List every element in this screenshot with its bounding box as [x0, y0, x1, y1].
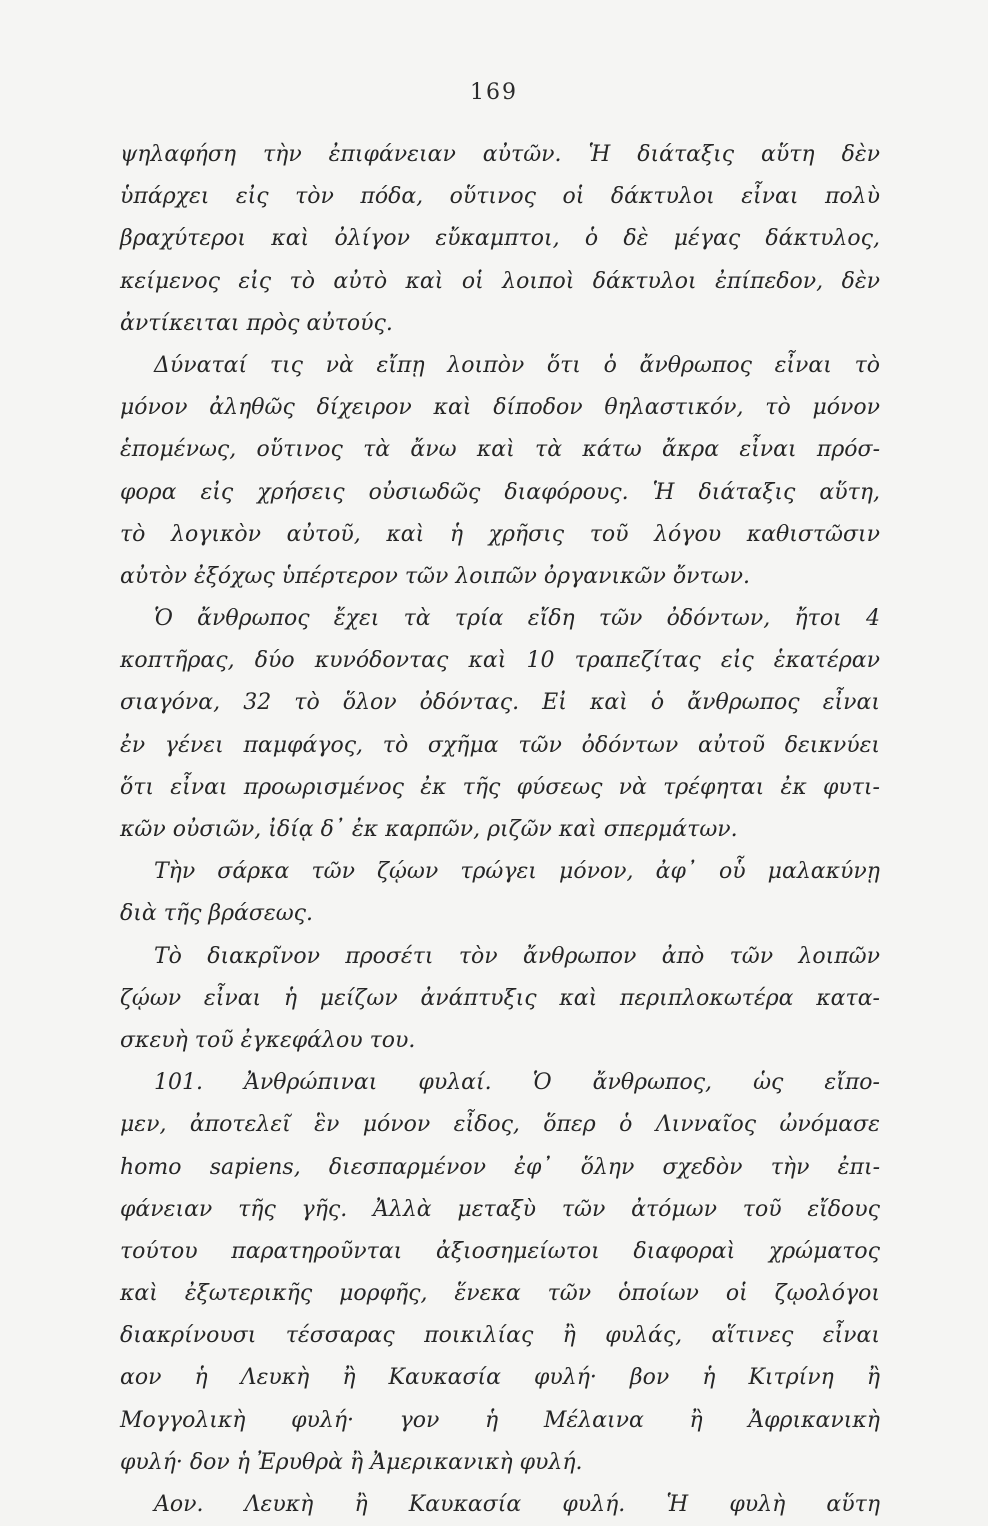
text-line: ζῴων εἶναι ἡ μείζων ἀνάπτυξις καὶ περιπλοκωτέρα κατα-	[120, 985, 880, 1011]
text-line: ἐν γένει παμφάγος, τὸ σχῆμα τῶν ὀδόντων αὐτοῦ δεικνύει	[120, 732, 880, 758]
text-line: φυλή· δον ἡ Ἐρυθρὰ ἢ Ἀμερικανικὴ φυλή.	[120, 1449, 583, 1475]
text-line: τούτου παρατηροῦνται ἀξιοσημείωτοι διαφοραὶ χρώματος	[120, 1238, 880, 1264]
text-line: βραχύτεροι καὶ ὀλίγον εὔκαμπτοι, ὁ δὲ μέγας δάκτυλος,	[120, 226, 880, 252]
text-line: φορα εἰς χρήσεις οὐσιωδῶς διαφόρους. Ἡ διάταξις αὕτη,	[120, 479, 880, 505]
text-line: κῶν οὐσιῶν, ἰδίᾳ δ᾽ ἐκ καρπῶν, ριζῶν καὶ σπερμάτων.	[120, 817, 738, 842]
page-number: 169	[470, 80, 518, 105]
text-line: μεν, ἀποτελεῖ ἓν μόνον εἶδος, ὅπερ ὁ Λινναῖος ὠνόμασε	[120, 1112, 880, 1138]
body-text	[120, 134, 880, 1526]
section-heading-line: 101. Ἀνθρώπιναι φυλαί. Ὁ ἄνθρωπος, ὡς εἴπο-	[154, 1070, 880, 1096]
text-line: διὰ τῆς βράσεως.	[120, 901, 313, 927]
text-line: σκευὴ τοῦ ἐγκεφάλου του.	[120, 1027, 416, 1053]
text-line: αον ἡ Λευκὴ ἢ Καυκασία φυλή· βον ἡ Κιτρίνη ἢ	[120, 1365, 880, 1391]
text-line: Δύναταί τις νὰ εἴπῃ λοιπὸν ὅτι ὁ ἄνθρωπος εἶναι τὸ	[154, 352, 880, 378]
text-line: σιαγόνα, 32 τὸ ὅλον ὀδόντας. Εἰ καὶ ὁ ἄνθρωπος εἶναι	[120, 690, 880, 716]
text-line: κοπτῆρας, δύο κυνόδοντας καὶ 10 τραπεζίτας εἰς ἑκατέραν	[120, 648, 880, 674]
text-line: ψηλαφήση τὴν ἐπιφάνειαν αὐτῶν. Ἡ διάταξις αὕτη δὲν	[120, 142, 880, 167]
text-line: διακρίνουσι τέσσαρας ποικιλίας ἢ φυλάς, αἵτινες εἶναι	[120, 1323, 880, 1349]
text-line: Αον. Λευκὴ ἢ Καυκασία φυλή. Ἡ φυλὴ αὕτη	[154, 1492, 880, 1517]
text-line: καὶ ἐξωτερικῆς μορφῆς, ἕνεκα τῶν ὁποίων οἱ ζῳολόγοι	[120, 1281, 880, 1307]
text-line: Ὁ ἄνθρωπος ἔχει τὰ τρία εἴδη τῶν ὀδόντων, ἤτοι 4	[154, 606, 880, 632]
text-line: τὸ λογικὸν αὐτοῦ, καὶ ἡ χρῆσις τοῦ λόγου καθιστῶσιν	[120, 521, 880, 547]
text-line: ἀντίκειται πρὸς αὐτούς.	[120, 310, 393, 336]
text-line: κείμενος εἰς τὸ αὐτὸ καὶ οἱ λοιποὶ δάκτυλοι ἐπίπεδον, δὲν	[120, 268, 880, 294]
text-line: μόνον ἀληθῶς δίχειρον καὶ δίποδον θηλαστικόν, τὸ μόνον	[120, 395, 880, 421]
text-line: ὅτι εἶναι προωρισμένος ἐκ τῆς φύσεως νὰ τρέφηται ἐκ φυτι-	[120, 774, 880, 800]
text-line: ἑπομένως, οὕτινος τὰ ἄνω καὶ τὰ κάτω ἄκρα εἶναι πρόσ-	[120, 437, 880, 463]
text-line: Τὸ διακρῖνον προσέτι τὸν ἄνθρωπον ἀπὸ τῶν λοιπῶν	[154, 943, 880, 969]
text-line: Μογγολικὴ φυλή· γον ἡ Μέλαινα ἢ Ἀφρικανικὴ	[120, 1407, 880, 1433]
text-line: αὐτὸν ἐξόχως ὑπέρτερον τῶν λοιπῶν ὀργανικῶν ὄντων.	[120, 563, 750, 589]
text-line: Τὴν σάρκα τῶν ζῴων τρώγει μόνον, ἀφ᾽ οὗ μαλακύνῃ	[154, 859, 880, 885]
text-line: homo sapiens, διεσπαρμένον ἐφ᾽ ὅλην σχεδὸν τὴν ἐπι-	[120, 1154, 880, 1180]
text-line: φάνειαν τῆς γῆς. Ἀλλὰ μεταξὺ τῶν ἀτόμων τοῦ εἴδους	[120, 1196, 880, 1222]
text-line: ὑπάρχει εἰς τὸν πόδα, οὕτινος οἱ δάκτυλοι εἶναι πολὺ	[120, 184, 880, 210]
